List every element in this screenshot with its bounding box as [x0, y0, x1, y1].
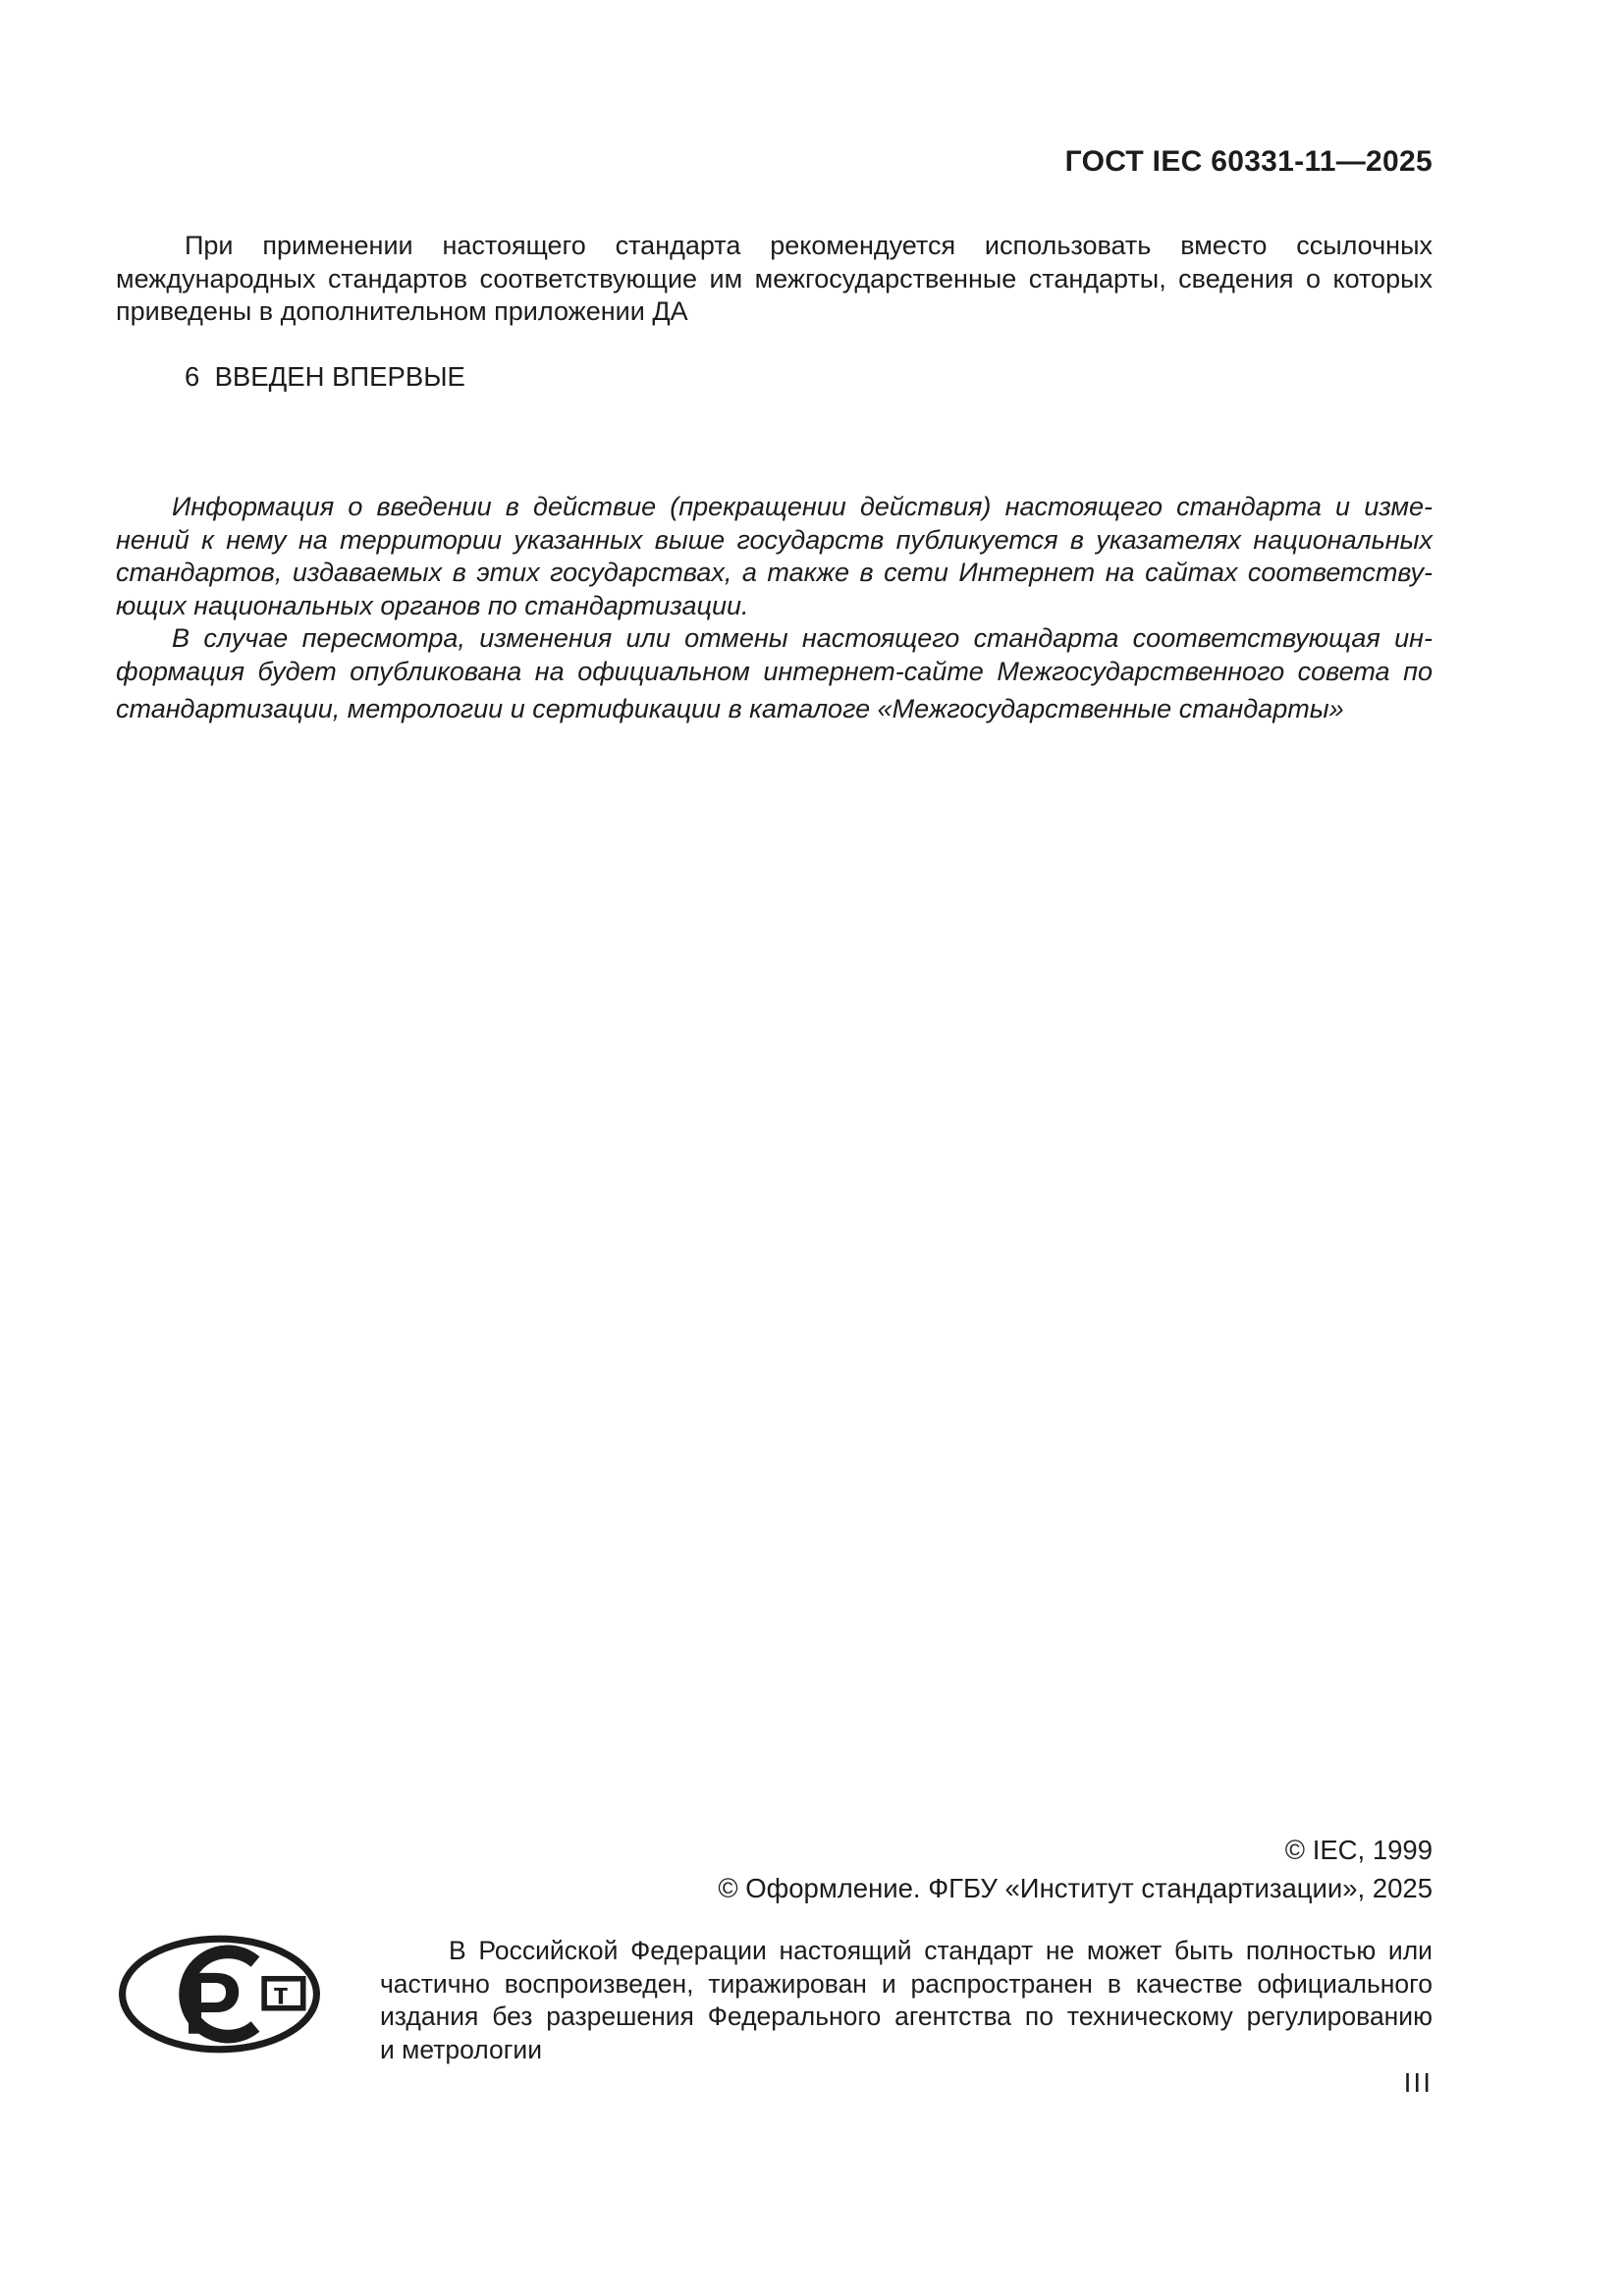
text-line: В Российской Федерации настоящий стандарт не может быть полностью или [449, 1936, 1433, 1965]
logo-letter-p: Р [182, 1954, 243, 2055]
text-line: частично воспроизведен, тиражирован и распространен в качестве официального [380, 1968, 1433, 1999]
text-line: нений к нему на территории указанных выше государств публикуется в указателях национальных [116, 524, 1433, 555]
text-line: В случае пересмотра, изменения или отмены настоящего стандарта соответствующая ин- [172, 623, 1433, 653]
reproduction-restriction-paragraph [380, 1935, 1433, 2066]
foreword-application-paragraph [116, 230, 1433, 329]
text-line: издания без разрешения Федерального агентства по техническому регулированию [380, 2002, 1433, 2031]
text-line: формация будет опубликована на официальном интернет-сайте Межгосударственного совета по [116, 656, 1433, 686]
text-line: приведены в дополнительном приложении ДА [116, 296, 688, 326]
doc-designation-header: ГОСТ IEC 60331-11—2025 [1064, 145, 1433, 178]
rst-certification-mark-icon [119, 1935, 321, 2055]
text-line: Информация о введении в действие (прекращении действия) настоящего стандарта и изме- [172, 492, 1433, 521]
copyright-notice [116, 1832, 1433, 1907]
text-line: ющих национальных органов по стандартизации. [116, 590, 749, 620]
preamble-paragraph-1 [116, 491, 1433, 622]
text-line: и метрологии [380, 2034, 543, 2064]
page-number: III [1403, 2067, 1433, 2098]
logo-letter-t: т [273, 1976, 289, 2011]
text-line: международных стандартов соответствующие им межгосударственные стандарты, сведения о которых [116, 263, 1433, 294]
preamble-italic-block [116, 491, 1433, 726]
text-line: © IEC, 1999 [1284, 1835, 1433, 1865]
foreword-clause-6: 6 ВВЕДЕН ВПЕРВЫЕ [185, 361, 465, 392]
text-line: При применении настоящего стандарта рекомендуется использовать вместо ссылочных [185, 231, 1433, 260]
text-line: стандартов, издаваемых в этих государствах, а также в сети Интернет на сайтах соответству- [116, 558, 1433, 587]
text-line: стандартизации, метрологии и сертификации в каталоге «Межгосударственные стандарты» [116, 694, 1344, 723]
preamble-paragraph-2 [116, 622, 1433, 726]
text-line: © Оформление. ФГБУ «Институт стандартизации», 2025 [718, 1872, 1433, 1903]
